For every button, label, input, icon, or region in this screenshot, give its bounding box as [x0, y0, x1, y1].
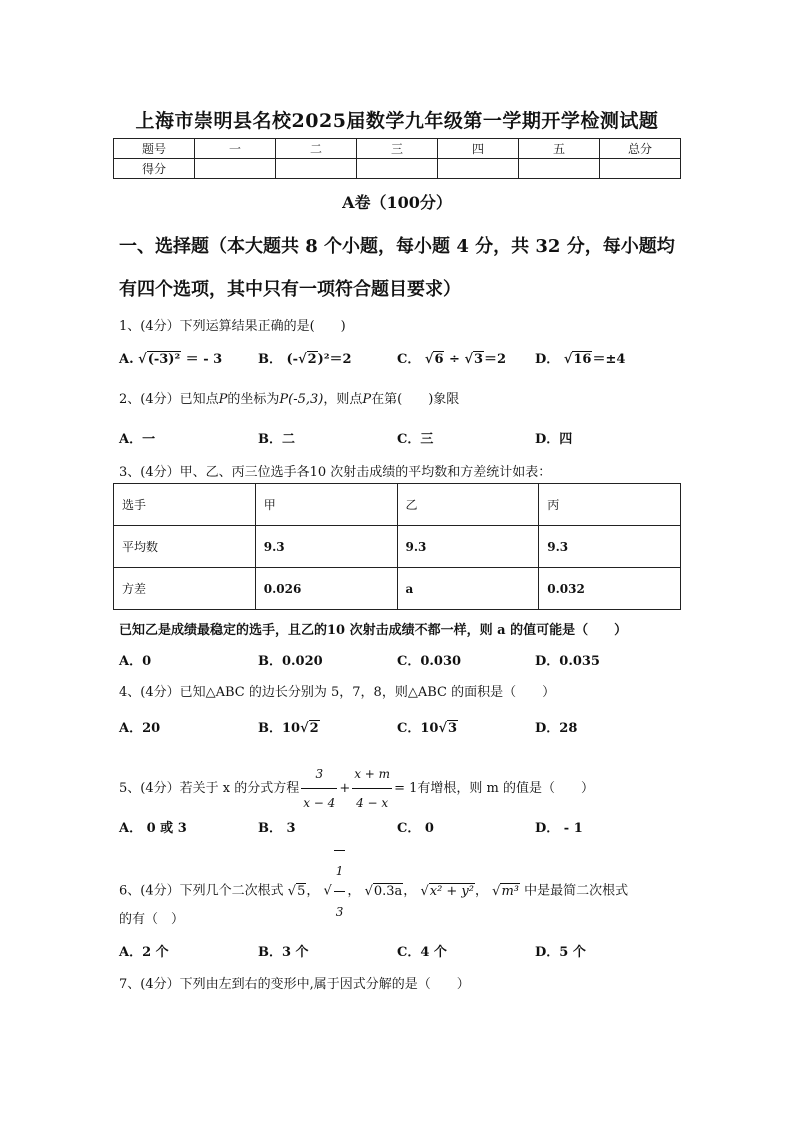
radicand: 3 — [474, 352, 484, 367]
q4-option-a: A．20 — [119, 721, 161, 736]
table-cell: 平均数 — [114, 526, 256, 568]
question-6-stem: 6、(4分）下列几个二次根式 √5， √ $\frac{1}{3}$ ， √0.3a， √x² + y²， √m³ 中是最简二次根式 — [119, 850, 628, 932]
numerator: x + m — [352, 760, 392, 789]
score-cell: 总分 — [600, 139, 681, 159]
score-cell: 五 — [519, 139, 600, 159]
shooting-stats-table — [113, 483, 681, 610]
point-coordinates: P(-5,3) — [279, 392, 324, 407]
q6-option-a: A．2 个 — [119, 945, 169, 960]
score-cell: 得分 — [114, 159, 195, 179]
stem-text: 5、(4分）若关于 x 的分式方程 — [119, 781, 300, 796]
radicand: 16 — [573, 352, 592, 367]
score-cell — [519, 159, 600, 179]
option-label: A. — [119, 352, 134, 367]
section-a-heading: A卷（100分） — [342, 193, 452, 212]
sqrt-expression: √3 — [438, 721, 458, 736]
option-text: ＝ - 3 — [185, 352, 223, 367]
question-1-stem: 1、(4分）下列运算结果正确的是( ) — [119, 319, 346, 334]
point-p: P — [218, 392, 228, 407]
stem-text: 中是最简二次根式 — [524, 883, 629, 899]
score-cell — [600, 159, 681, 179]
radicand: 0.3a — [373, 883, 403, 899]
question-3-stem: 3、(4分）甲、乙、丙三位选手各10 次射击成绩的平均数和方差统计如表： — [119, 465, 552, 480]
radicand: x² + y² — [429, 883, 474, 899]
stem-text: 有增根，则 m 的值是（ ） — [417, 781, 594, 796]
q5-option-c: C． 0 — [397, 821, 434, 836]
q2-option-c: C．三 — [397, 432, 434, 447]
table-cell: 9.3 — [255, 526, 397, 568]
part1-heading-line1: 一、选择题（本大题共 8 个小题，每小题 4 分，共 32 分，每小题均 — [119, 236, 675, 257]
option-text: ＝±4 — [592, 352, 626, 367]
radicand: 6 — [434, 352, 444, 367]
table-row — [114, 568, 681, 610]
sqrt-expression: √m³ — [492, 883, 519, 899]
fraction — [352, 760, 392, 817]
sqrt-expression: √16 — [563, 352, 592, 367]
sqrt-expression: √x² + y² — [420, 883, 474, 899]
q2-option-d: D．四 — [535, 432, 573, 447]
score-cell — [357, 159, 438, 179]
radicand: (-3)² — [147, 352, 181, 367]
table-row — [114, 526, 681, 568]
option-label: B． — [258, 352, 282, 367]
question-4-stem: 4、(4分）已知△ABC 的边长分别为 5，7，8，则△ABC 的面积是（ ） — [119, 685, 556, 700]
part1-heading-line2: 有四个选项，其中只有一项符合题目要求） — [119, 279, 461, 300]
question-2-stem — [119, 388, 459, 407]
fraction — [301, 760, 337, 817]
plus-sign: + — [339, 781, 351, 796]
sqrt-expression: √(-3)² — [138, 352, 181, 367]
q3-option-b: B．0.020 — [258, 654, 323, 669]
option-text: (- — [286, 352, 299, 367]
score-table — [113, 138, 681, 179]
fraction — [334, 850, 346, 932]
stem-text: ，则点 — [323, 392, 363, 407]
score-table-score-row — [114, 159, 681, 179]
table-cell: 方差 — [114, 568, 256, 610]
q3-option-a: A．0 — [119, 654, 152, 669]
numerator: 3 — [301, 760, 337, 789]
table-cell: 9.3 — [397, 526, 539, 568]
score-cell — [438, 159, 519, 179]
table-cell: 乙 — [397, 484, 539, 526]
stem-text: 在第( )象限 — [371, 392, 460, 407]
score-cell: 三 — [357, 139, 438, 159]
sqrt-expression: √ $\frac{1}{3}$ — [323, 850, 347, 932]
sqrt-expression: √0.3a — [364, 883, 403, 899]
q1-option-b — [258, 348, 352, 368]
option-text: )²＝2 — [317, 352, 352, 367]
option-text: B．10 — [258, 721, 301, 736]
option-label: C． — [397, 352, 421, 367]
question-7-stem: 7、(4分）下列由左到右的变形中,属于因式分解的是（ ） — [119, 977, 470, 992]
denominator: 3 — [335, 905, 344, 919]
radicand: 5 — [297, 883, 306, 899]
q5-option-a: A． 0 或 3 — [119, 821, 187, 836]
q2-option-a: A．一 — [119, 432, 156, 447]
q3-option-c: C．0.030 — [397, 654, 462, 669]
numerator: 1 — [334, 851, 346, 892]
sqrt-expression: √2 — [298, 352, 317, 367]
table-cell: 9.3 — [539, 526, 681, 568]
sqrt-expression: √6 — [424, 352, 444, 367]
table-row — [114, 484, 681, 526]
option-text: C．10 — [397, 721, 439, 736]
question-3-followup: 已知乙是成绩最稳定的选手，且乙的10 次射击成绩不都一样，则 a 的值可能是（ ） — [119, 623, 628, 638]
q4-option-d: D．28 — [535, 721, 578, 736]
score-cell — [195, 159, 276, 179]
q4-option-c — [397, 717, 458, 737]
score-cell — [276, 159, 357, 179]
score-cell: 题号 — [114, 139, 195, 159]
q5-option-d: D． - 1 — [535, 821, 583, 836]
q1-option-a — [119, 348, 222, 368]
q1-option-d — [535, 348, 625, 368]
stem-text: 6、(4分）下列几个二次根式 — [119, 883, 284, 899]
equation-rhs: = 1 — [394, 781, 418, 796]
score-cell: 一 — [195, 139, 276, 159]
stem-text: 的坐标为 — [227, 392, 280, 407]
exam-title: 上海市崇明县名校2025届数学九年级第一学期开学检测试题 — [135, 110, 659, 132]
sqrt-expression: √3 — [464, 352, 484, 367]
option-text: ÷ — [449, 352, 460, 367]
radicand: 2 — [309, 721, 319, 736]
table-cell: 0.032 — [539, 568, 681, 610]
sqrt-expression: √2 — [300, 721, 319, 736]
q6-option-d: D．5 个 — [535, 945, 586, 960]
table-cell: a — [397, 568, 539, 610]
q6-option-c: C．4 个 — [397, 945, 447, 960]
score-cell: 四 — [438, 139, 519, 159]
score-table-header-row — [114, 139, 681, 159]
option-label: D． — [535, 352, 560, 367]
option-text: ＝2 — [484, 352, 507, 367]
sqrt-expression: √5 — [287, 883, 306, 899]
q4-option-b — [258, 717, 320, 737]
question-5-stem — [119, 760, 594, 817]
denominator: 4 − x — [356, 796, 389, 810]
q5-option-b: B． 3 — [258, 821, 296, 836]
q6-option-b: B．3 个 — [258, 945, 309, 960]
table-cell: 丙 — [539, 484, 681, 526]
score-cell: 二 — [276, 139, 357, 159]
stem-text: 2、(4分）已知点 — [119, 392, 219, 407]
table-cell: 甲 — [255, 484, 397, 526]
q3-option-d: D．0.035 — [535, 654, 600, 669]
denominator: x − 4 — [303, 796, 336, 810]
q2-option-b: B．二 — [258, 432, 295, 447]
table-cell: 0.026 — [255, 568, 397, 610]
table-cell: 选手 — [114, 484, 256, 526]
radicand: 3 — [448, 721, 458, 736]
radicand: m³ — [501, 883, 519, 899]
q1-option-c — [397, 348, 506, 368]
point-p: P — [362, 392, 372, 407]
radicand: 2 — [307, 352, 317, 367]
question-6-stem-line2: 的有（ ） — [119, 912, 185, 927]
